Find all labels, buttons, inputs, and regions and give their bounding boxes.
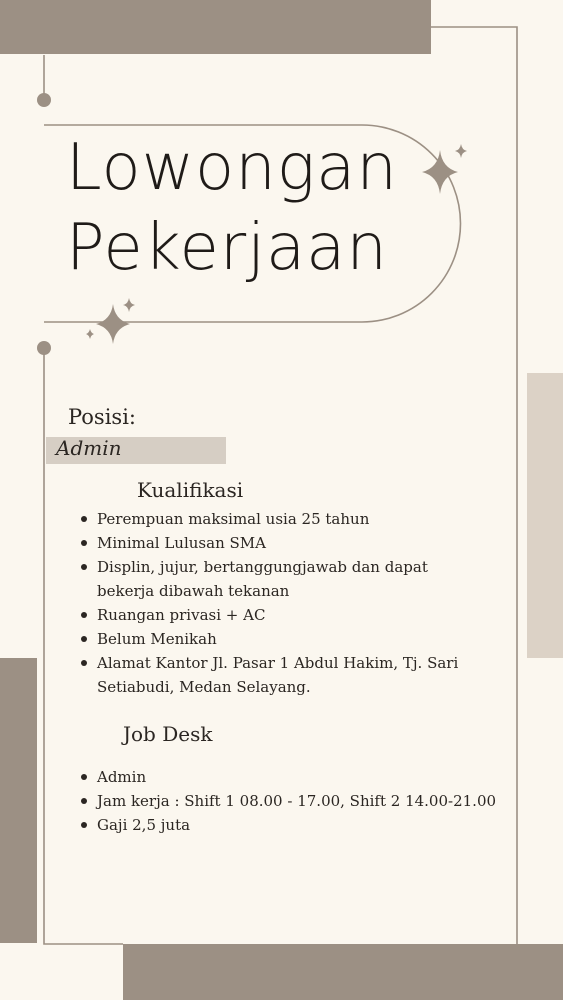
title-line-1: Lowongan bbox=[66, 131, 398, 205]
page-title bbox=[66, 128, 426, 288]
list-item: Alamat Kantor Jl. Pasar 1 Abdul Hakim, Tj. Sari Setiabudi, Medan Selayang. bbox=[81, 651, 481, 699]
list-item: Gaji 2,5 juta bbox=[81, 813, 521, 837]
posisi-value: Admin bbox=[56, 436, 122, 460]
list-item: Ruangan privasi + AC bbox=[81, 603, 481, 627]
sparkle-icon bbox=[86, 298, 135, 344]
list-item: Jam kerja : Shift 1 08.00 - 17.00, Shift 2 14.00-21.00 bbox=[81, 789, 521, 813]
kualifikasi-heading: Kualifikasi bbox=[137, 478, 244, 502]
frame-dot-top bbox=[37, 93, 51, 107]
list-item: Minimal Lulusan SMA bbox=[81, 531, 481, 555]
frame-dot-bottom bbox=[37, 341, 51, 355]
posisi-label: Posisi: bbox=[68, 405, 136, 429]
title-line-2: Pekerjaan bbox=[66, 211, 388, 285]
job-desk-list bbox=[81, 765, 521, 837]
list-item: Displin, jujur, bertanggungjawab dan dapat bekerja dibawah tekanan bbox=[81, 555, 481, 603]
job-desk-heading: Job Desk bbox=[123, 722, 213, 746]
kualifikasi-list bbox=[81, 507, 481, 699]
list-item: Belum Menikah bbox=[81, 627, 481, 651]
list-item: Admin bbox=[81, 765, 521, 789]
list-item: Perempuan maksimal usia 25 tahun bbox=[81, 507, 481, 531]
